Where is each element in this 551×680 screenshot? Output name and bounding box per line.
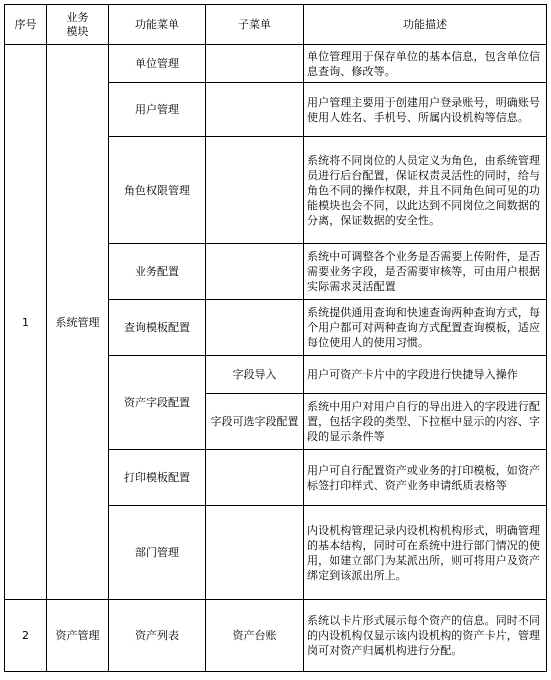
- module-cell: 资产管理: [47, 600, 109, 672]
- desc-cell: 系统将不同岗位的人员定义为角色，由系统管理员进行后台配置，保证权责灵活性的同时，给与角色不同的操作权限，并且不同角色间可见的功能模块也会不同，以此达到不同岗位之间数据的分离，保证数据的安全性。: [304, 137, 547, 244]
- header-seq: 序号: [5, 5, 47, 45]
- menu-cell: 打印模板配置: [109, 450, 206, 506]
- desc-cell: 用户可资产卡片中的字段进行快捷导入操作: [304, 356, 547, 394]
- desc-cell: 单位管理用于保存单位的基本信息，包含单位信息查询、修改等。: [304, 45, 547, 83]
- header-module-text: 业务 模块: [66, 10, 89, 38]
- submenu-cell: [206, 83, 304, 137]
- submenu-cell: [206, 45, 304, 83]
- submenu-cell: [206, 244, 304, 300]
- desc-cell: 系统提供通用查询和快速查询两种查询方式，每个用户都可对两种查询方式配置查询模板，适应每位使用人的使用习惯。: [304, 300, 547, 356]
- submenu-cell: 字段可选字段配置: [206, 394, 304, 450]
- desc-cell: 用户可自行配置资产或业务的打印模板，如资产标签打印样式、资产业务申请纸质表格等: [304, 450, 547, 506]
- header-row: [5, 5, 547, 45]
- seq-cell: 2: [5, 600, 47, 672]
- desc-cell: 系统中用户对用户自行的导出进入的字段进行配置，包括字段的类型、下拉框中显示的内容、字段的显示条件等: [304, 394, 547, 450]
- submenu-cell: 字段导入: [206, 356, 304, 394]
- submenu-cell: 资产台账: [206, 600, 304, 672]
- menu-cell: 资产列表: [109, 600, 206, 672]
- table-row: [5, 600, 547, 672]
- desc-cell: 系统中可调整各个业务是否需要上传附件，是否需要业务字段，是否需要审核等，可由用户根据实际需求灵活配置: [304, 244, 547, 300]
- header-submenu: 子菜单: [206, 5, 304, 45]
- seq-cell: 1: [5, 45, 47, 600]
- menu-cell: 角色权限管理: [109, 137, 206, 244]
- menu-cell: 单位管理: [109, 45, 206, 83]
- menu-cell: 部门管理: [109, 506, 206, 600]
- table-row: [5, 45, 547, 83]
- header-module: [47, 5, 109, 45]
- desc-cell: 内设机构管理记录内设机构机构形式，明确管理的基本结构，同时可在系统中进行部门情况的使用，如建立部门为某派出所，则可将用户及资产绑定到该派出所上。: [304, 506, 547, 600]
- submenu-cell: [206, 137, 304, 244]
- desc-cell: 系统以卡片形式展示每个资产的信息。同时不同的内设机构仅显示该内设机构的资产卡片，管理岗可对资产归属机构进行分配。: [304, 600, 547, 672]
- desc-cell: 用户管理主要用于创建用户登录账号，明确账号使用人姓名、手机号、所属内设机构等信息。: [304, 83, 547, 137]
- header-desc: 功能描述: [304, 5, 547, 45]
- submenu-cell: [206, 450, 304, 506]
- module-cell: 系统管理: [47, 45, 109, 600]
- submenu-cell: [206, 300, 304, 356]
- menu-cell: 业务配置: [109, 244, 206, 300]
- menu-cell: 资产字段配置: [109, 356, 206, 450]
- header-menu: 功能菜单: [109, 5, 206, 45]
- submenu-cell: [206, 506, 304, 600]
- menu-cell: 用户管理: [109, 83, 206, 137]
- function-table: [4, 4, 547, 672]
- menu-cell: 查询模板配置: [109, 300, 206, 356]
